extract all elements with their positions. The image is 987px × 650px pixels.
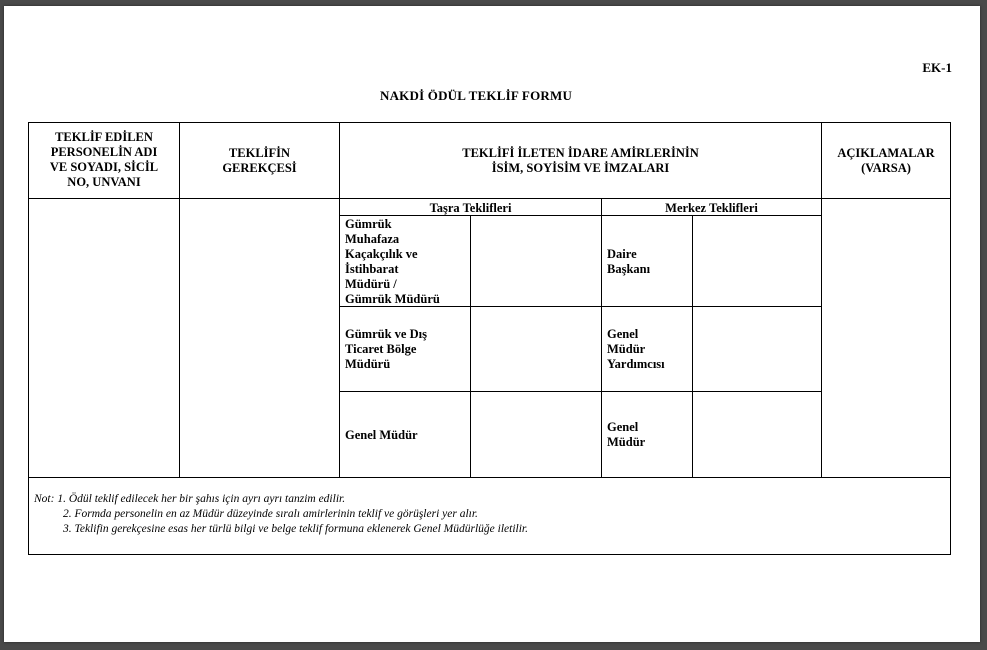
form-title: NAKDİ ÖDÜL TEKLİF FORMU [380,88,573,103]
provincial-central-divider [601,198,602,478]
central-row-2-signature[interactable] [693,307,821,391]
central-row-1-title: Daire Başkanı [607,247,651,276]
provincial-row-1-title: Gümrük Muhafaza Kaçakçılık ve İstihbarat Müdürü / Gümrük Müdürü [345,217,440,306]
justification-entry-area[interactable] [180,199,339,477]
central-row-1-signature[interactable] [693,216,821,306]
header-personnel: TEKLİF EDİLEN PERSONELİN ADI VE SOYADI, SİCİL NO, UNVANI [49,130,159,189]
annex-label: EK-1 [922,60,952,75]
central-row-3-title: Genel Müdür [607,420,646,449]
central-heading: Merkez Teklifleri [665,201,758,215]
provincial-row-2-signature[interactable] [471,307,601,391]
note-line-1: Not: 1. Ödül teklif edilecek her bir şahıs için ayrı ayrı tanzim edilir. [34,493,346,505]
central-row-3-signature[interactable] [693,392,821,478]
header-justification: TEKLİFİN GEREKÇESİ [222,146,297,175]
notes [34,492,528,537]
header-remarks: AÇIKLAMALAR (VARSA) [837,146,935,175]
provincial-row-3-title: Genel Müdür [345,428,418,442]
provincial-row-3-signature[interactable] [471,392,601,478]
personnel-entry-area[interactable] [29,199,179,477]
note-line-2: 2. Formda personelin en az Müdür düzeyinde sıralı amirlerinin teklif ve görüşleri yer alır. [63,508,478,520]
document-page [4,6,980,642]
remarks-entry-area[interactable] [822,199,950,477]
header-managers: TEKLİFİ İLETEN İDARE AMİRLERİNİN İSİM, SOYİSİM VE İMZALARI [462,146,699,175]
note-line-3: 3. Teklifin gerekçesine esas her türlü bilgi ve belge teklif formuna eklenerek Genel Müdürlüğe iletilir. [63,523,528,535]
provincial-heading: Taşra Teklifleri [429,201,512,215]
provincial-row-1-signature[interactable] [471,216,601,306]
central-row-2-title: Genel Müdür Yardımcısı [607,327,665,371]
provincial-row-2-title: Gümrük ve Dış Ticaret Bölge Müdürü [345,327,427,371]
